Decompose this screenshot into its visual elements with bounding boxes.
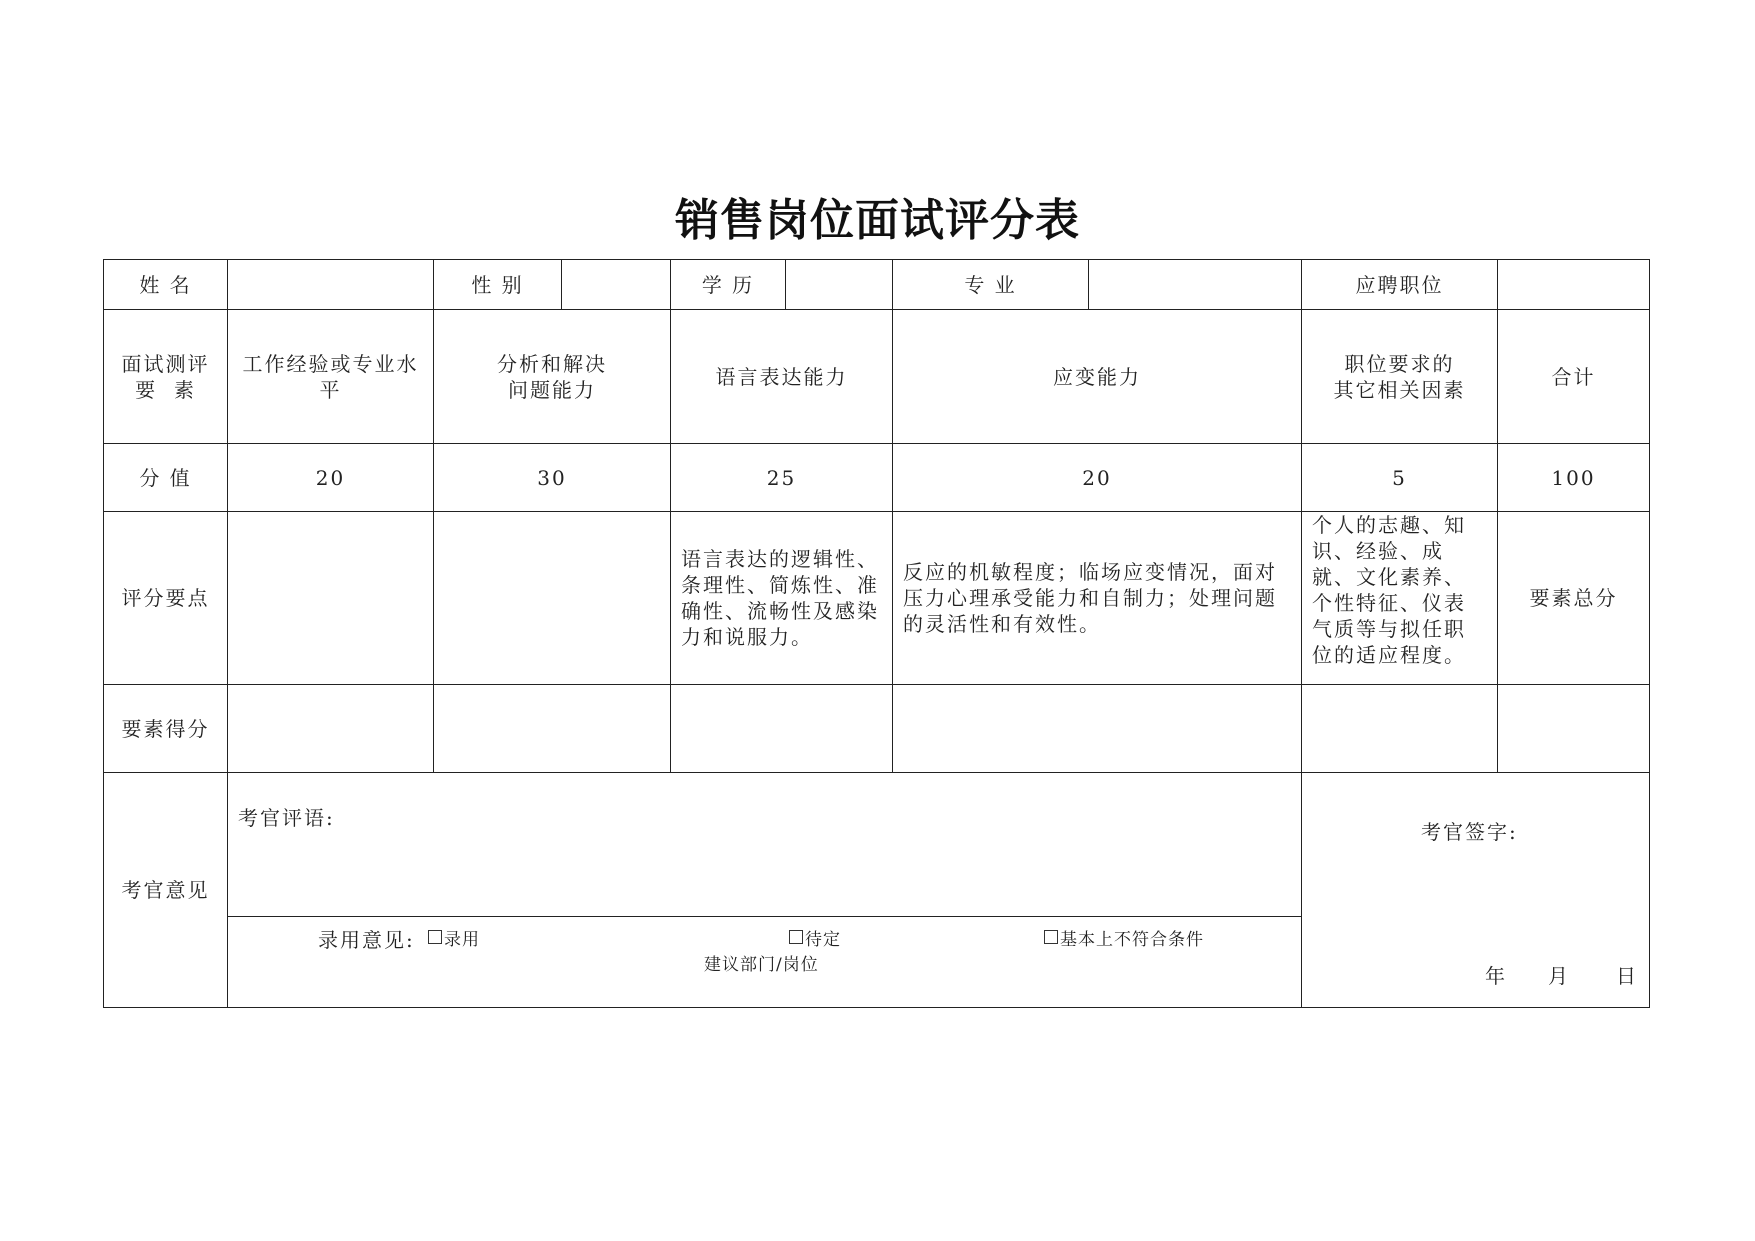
- hire-label: 录用意见:: [318, 928, 415, 952]
- gender-field[interactable]: [562, 260, 671, 310]
- option-pending[interactable]: [789, 929, 841, 951]
- gender-label: 性 别: [434, 260, 562, 310]
- criteria-analysis-line1: 分析和解决: [497, 351, 607, 376]
- major-label: 专 业: [893, 260, 1089, 310]
- opinion-label: 考官意见: [104, 773, 228, 1008]
- info-row: [104, 260, 1650, 310]
- points-cell[interactable]: [228, 512, 434, 685]
- interview-score-table: [103, 259, 1650, 1008]
- element-score-field[interactable]: [228, 685, 434, 773]
- checkbox-icon[interactable]: [1044, 930, 1058, 944]
- criteria-other-line2: 其它相关因素: [1333, 377, 1466, 402]
- element-score-field[interactable]: [1498, 685, 1650, 773]
- date-day: 日: [1616, 964, 1638, 988]
- criteria-label: [104, 310, 228, 444]
- points-language: 语言表达的逻辑性、条理性、简炼性、准确性、流畅性及感染力和说服力。: [671, 512, 893, 685]
- option-pending-label: 待定: [805, 930, 841, 950]
- element-score-label: 要素得分: [104, 685, 228, 773]
- signature-label: 考官签字:: [1421, 820, 1518, 844]
- points-label: 评分要点: [104, 512, 228, 685]
- criteria-experience: [228, 310, 434, 444]
- criteria-total: 合计: [1498, 310, 1650, 444]
- name-label: 姓 名: [104, 260, 228, 310]
- criteria-label-line2: 要 素: [135, 377, 196, 402]
- criteria-experience-line2: 平: [319, 377, 342, 402]
- option-hire[interactable]: [428, 929, 480, 951]
- score-value: 30: [434, 444, 671, 512]
- education-field[interactable]: [786, 260, 893, 310]
- dept-label: 建议部门/岗位: [704, 955, 819, 975]
- page-title: 销售岗位面试评分表: [675, 195, 1080, 246]
- score-value: 20: [893, 444, 1302, 512]
- opinion-row: [104, 773, 1650, 1008]
- criteria-analysis: [434, 310, 671, 444]
- element-score-field[interactable]: [893, 685, 1302, 773]
- score-value: 5: [1302, 444, 1498, 512]
- hire-area: [228, 917, 1301, 1007]
- points-row: [104, 512, 1650, 685]
- signature-area[interactable]: [1302, 773, 1650, 1008]
- checkbox-icon[interactable]: [789, 930, 803, 944]
- date-year: 年: [1485, 964, 1507, 988]
- criteria-adaptability: 应变能力: [893, 310, 1302, 444]
- element-score-row: [104, 685, 1650, 773]
- score-row: [104, 444, 1650, 512]
- criteria-language: 语言表达能力: [671, 310, 893, 444]
- score-value: 25: [671, 444, 893, 512]
- major-field[interactable]: [1089, 260, 1302, 310]
- opinion-body: [228, 773, 1302, 1008]
- score-label: 分 值: [104, 444, 228, 512]
- comment-area[interactable]: [228, 773, 1301, 917]
- element-score-field[interactable]: [434, 685, 671, 773]
- option-reject-label: 基本上不符合条件: [1060, 930, 1204, 950]
- checkbox-icon[interactable]: [428, 930, 442, 944]
- criteria-experience-line1: 工作经验或专业水: [242, 351, 419, 376]
- points-cell[interactable]: [434, 512, 671, 685]
- education-label: 学 历: [671, 260, 786, 310]
- criteria-other: [1302, 310, 1498, 444]
- criteria-analysis-line2: 问题能力: [508, 377, 596, 402]
- criteria-row: [104, 310, 1650, 444]
- element-score-field[interactable]: [671, 685, 893, 773]
- option-hire-label: 录用: [444, 930, 480, 950]
- name-field[interactable]: [228, 260, 434, 310]
- points-adaptability: 反应的机敏程度；临场应变情况，面对压力心理承受能力和自制力；处理问题的灵活性和有效性。: [893, 512, 1302, 685]
- criteria-label-line1: 面试测评: [121, 351, 210, 376]
- score-value: 100: [1498, 444, 1650, 512]
- points-other: 个人的志趣、知识、经验、成就、文化素养、个性特征、仪表气质等与拟任职位的适应程度。: [1302, 512, 1498, 685]
- option-reject[interactable]: [1044, 929, 1204, 951]
- comment-label: 考官评语:: [238, 806, 335, 830]
- criteria-other-line1: 职位要求的: [1344, 351, 1455, 376]
- points-total: 要素总分: [1498, 512, 1650, 685]
- position-label: 应聘职位: [1302, 260, 1498, 310]
- position-field[interactable]: [1498, 260, 1650, 310]
- date-month: 月: [1548, 964, 1570, 988]
- score-value: 20: [228, 444, 434, 512]
- element-score-field[interactable]: [1302, 685, 1498, 773]
